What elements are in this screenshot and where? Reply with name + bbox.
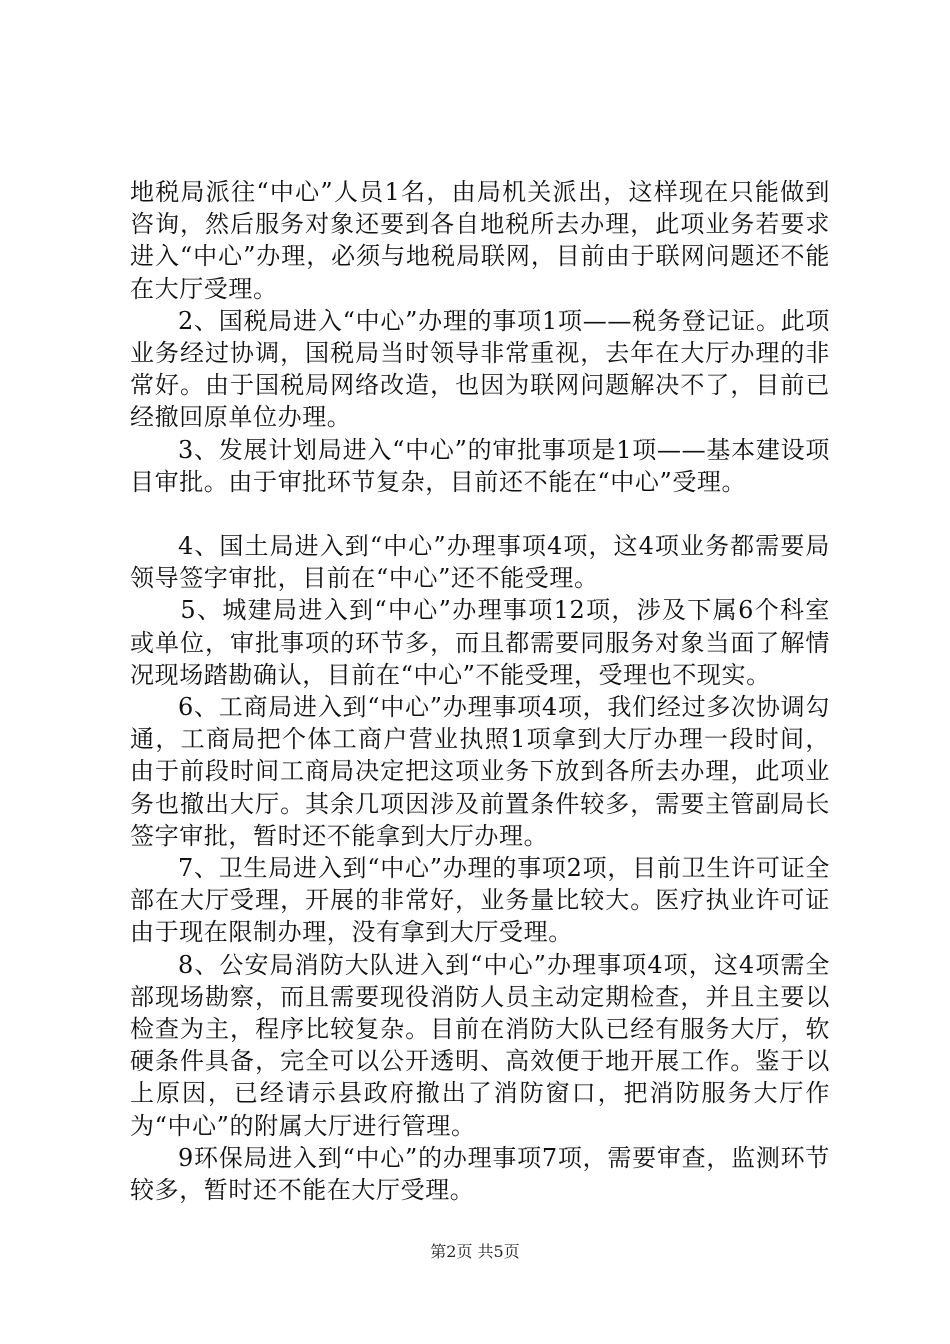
paragraph-national-tax: 2、国税局进入“中心”办理的事项1项——税务登记证。此项业务经过协调，国税局当时领导非常重视，去年在大厅办理的非常好。由于国税局网络改造，也因为联网问题解决不了，目前已经撤回原单位办理。 — [130, 306, 830, 432]
paragraph-development-planning: 3、发展计划局进入“中心”的审批事项是1项——基本建设项目审批。由于审批环节复杂，目前还不能在“中心”受理。 — [130, 435, 830, 496]
paragraph-urban-construction: 5、城建局进入到“中心”办理事项12项，涉及下属6个科室或单位，审批事项的环节多，而且都需要同服务对象当面了解情况现场踏勘确认，目前在“中心”不能受理，受理也不现实。 — [130, 596, 830, 689]
page-footer: 第2页 共5页 — [430, 1242, 520, 1261]
paragraph-fire-brigade: 8、公安局消防大队进入到“中心”办理事项4项，这4项需全部现场勘察，而且需要现役消防人员主动定期检查，并且主要以检查为主，程序比较复杂。目前在消防大队已经有服务大厅，软硬条件具备，完全可以公开透明、高效便于地开展工作。鉴于以上原因，已经请示县政府撤出了消防窗口，把消防服务大厅作为“中心”的附属大厅进行管理。 — [130, 950, 830, 1140]
paragraph-land-bureau: 4、国土局进入到“中心”办理事项4项，这4项业务都需要局领导签字审批，目前在“中心”还不能受理。 — [130, 532, 830, 593]
paragraph-industry-commerce: 6、工商局进入到“中心”办理事项4项，我们经过多次协调勾通，工商局把个体工商户营业执照1项拿到大厅办理一段时间，由于前段时间工商局决定把这项业务下放到各所去办理，此项业务也撤出大厅。其余几项因涉及前置条件较多，需要主管副局长签字审批，暂时还不能拿到大厅办理。 — [130, 693, 830, 850]
paragraph-local-tax: 地税局派往“中心”人员1名，由局机关派出，这样现在只能做到咨询，然后服务对象还要到各自地税所去办理，此项业务若要求进入“中心”办理，必须与地税局联网，目前由于联网问题还不能在大厅受理。 — [130, 178, 830, 303]
document-body — [130, 176, 830, 1206]
paragraph-health-bureau: 7、卫生局进入到“中心”办理的事项2项，目前卫生许可证全部在大厅受理，开展的非常好，业务量比较大。医疗执业许可证由于现在限制办理，没有拿到大厅受理。 — [130, 854, 830, 947]
paragraph-environmental-protection: 9环保局进入到“中心”的办理事项7项，需要审查，监测环节较多，暂时还不能在大厅受理。 — [130, 1143, 830, 1205]
